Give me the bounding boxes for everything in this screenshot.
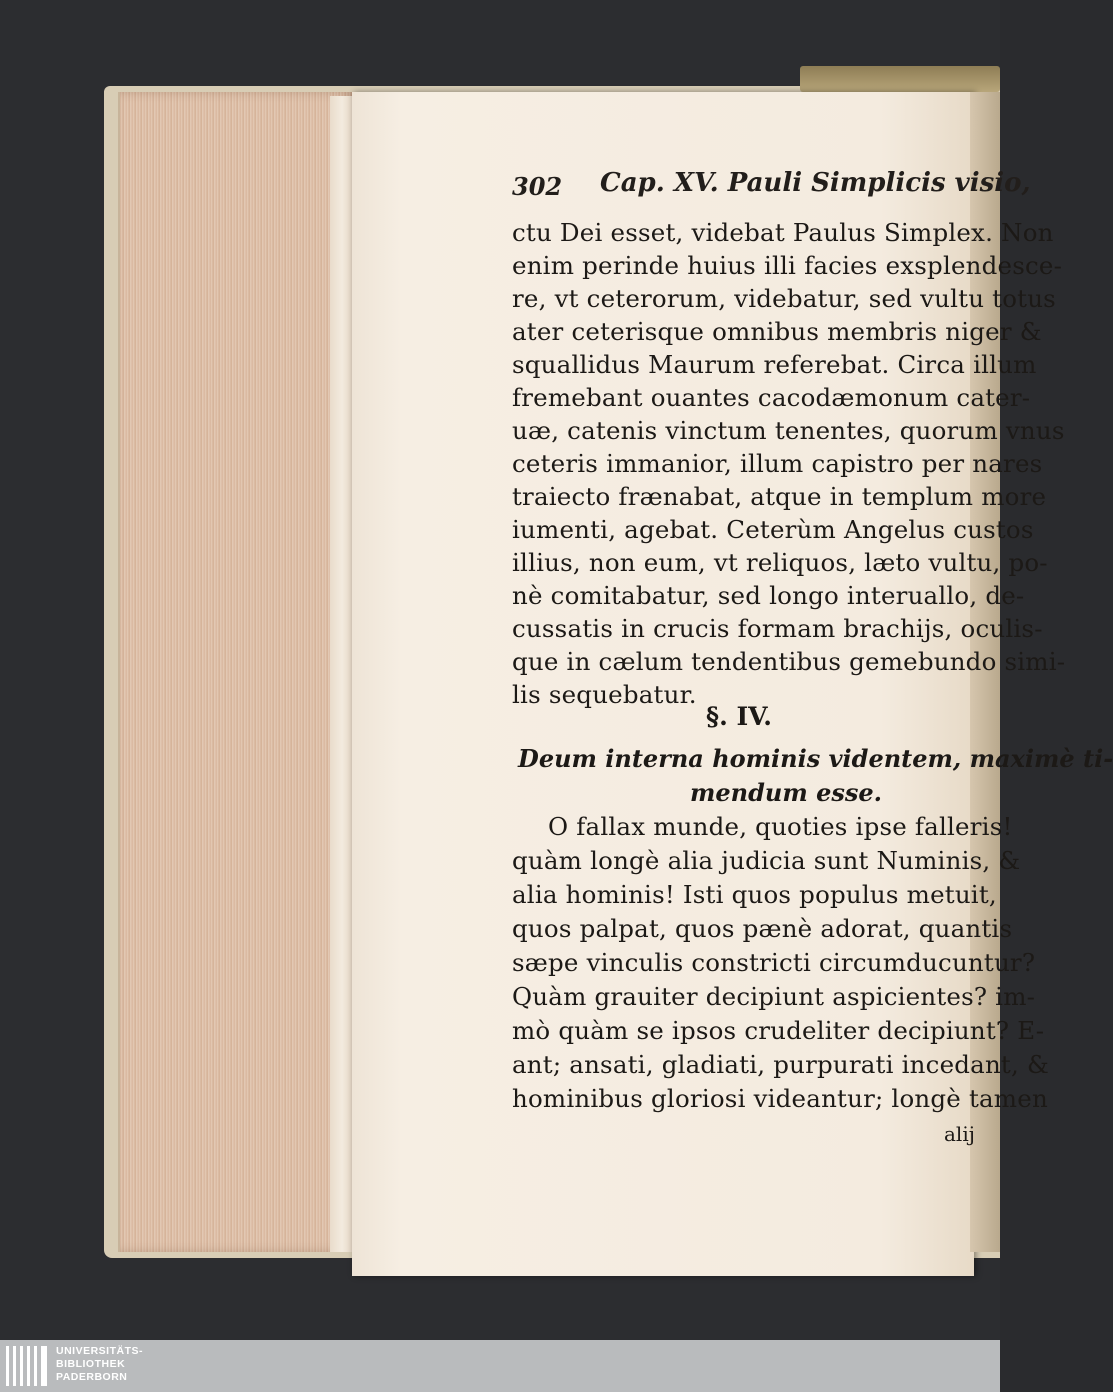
running-head: Cap. XV. Pauli Simplicis visio, bbox=[600, 168, 1031, 198]
library-name-line-2: BIBLIOTHEK bbox=[56, 1358, 126, 1370]
text-line: fremebant ouantes cacodæmonum cater- bbox=[512, 383, 1031, 412]
text-line: quàm longè alia judicia sunt Numinis, & bbox=[512, 846, 1021, 875]
library-name-line-3: PADERBORN bbox=[56, 1371, 128, 1383]
text-line: ceteris immanior, illum capistro per nares bbox=[512, 449, 1043, 478]
library-footer-bar bbox=[0, 1340, 1000, 1392]
text-line: sæpe vinculis constricti circumducuntur? bbox=[512, 948, 1036, 977]
text-line: uæ, catenis vinctum tenentes, quorum vnus bbox=[512, 416, 1065, 445]
catchword: alij bbox=[944, 1122, 975, 1146]
text-line: ant; ansati, gladiati, purpurati incedant, & bbox=[512, 1050, 1049, 1079]
text-line: que in cælum tendentibus gemebundo simi- bbox=[512, 647, 1066, 676]
text-line: iumenti, agebat. Ceterùm Angelus custos bbox=[512, 515, 1034, 544]
text-line: traiecto frænabat, atque in templum more bbox=[512, 482, 1047, 511]
text-line: squallidus Maurum referebat. Circa illum bbox=[512, 350, 1037, 379]
library-logo-icon bbox=[6, 1346, 50, 1386]
text-line: ctu Dei esset, videbat Paulus Simplex. Non bbox=[512, 218, 1054, 247]
text-line: enim perinde huius illi facies exsplendesce- bbox=[512, 251, 1063, 280]
text-line: O fallax munde, quoties ipse falleris! bbox=[548, 812, 1013, 841]
page-block-fore-edge bbox=[118, 92, 352, 1252]
section-heading: §. IV. bbox=[706, 702, 772, 731]
page-gutter bbox=[330, 96, 354, 1252]
text-line: hominibus gloriosi videantur; longè tamen bbox=[512, 1084, 1048, 1113]
book-spine-edge bbox=[800, 66, 1000, 92]
text-line: mò quàm se ipsos crudeliter decipiunt? E- bbox=[512, 1016, 1045, 1045]
library-name-line-1: UNIVERSITÄTS- bbox=[56, 1345, 144, 1357]
text-line: ater ceterisque omnibus membris niger & bbox=[512, 317, 1042, 346]
text-line: nè comitabatur, sed longo interuallo, de- bbox=[512, 581, 1025, 610]
section-title-line-2: mendum esse. bbox=[690, 778, 883, 807]
text-line: alia hominis! Isti quos populus metuit, bbox=[512, 880, 997, 909]
page-number: 302 bbox=[512, 172, 563, 201]
text-line: cussatis in crucis formam brachijs, oculis- bbox=[512, 614, 1043, 643]
text-line: re, vt ceterorum, videbatur, sed vultu totus bbox=[512, 284, 1056, 313]
text-line: illius, non eum, vt reliquos, læto vultu, po- bbox=[512, 548, 1048, 577]
section-title-line-1: Deum interna hominis videntem, maximè ti- bbox=[518, 744, 1113, 773]
library-name bbox=[56, 1345, 143, 1384]
running-header bbox=[512, 168, 1031, 208]
text-line: quos palpat, quos pænè adorat, quantis bbox=[512, 914, 1013, 943]
text-line: Quàm grauiter decipiunt aspicientes? im- bbox=[512, 982, 1036, 1011]
text-line: lis sequebatur. bbox=[512, 680, 697, 709]
